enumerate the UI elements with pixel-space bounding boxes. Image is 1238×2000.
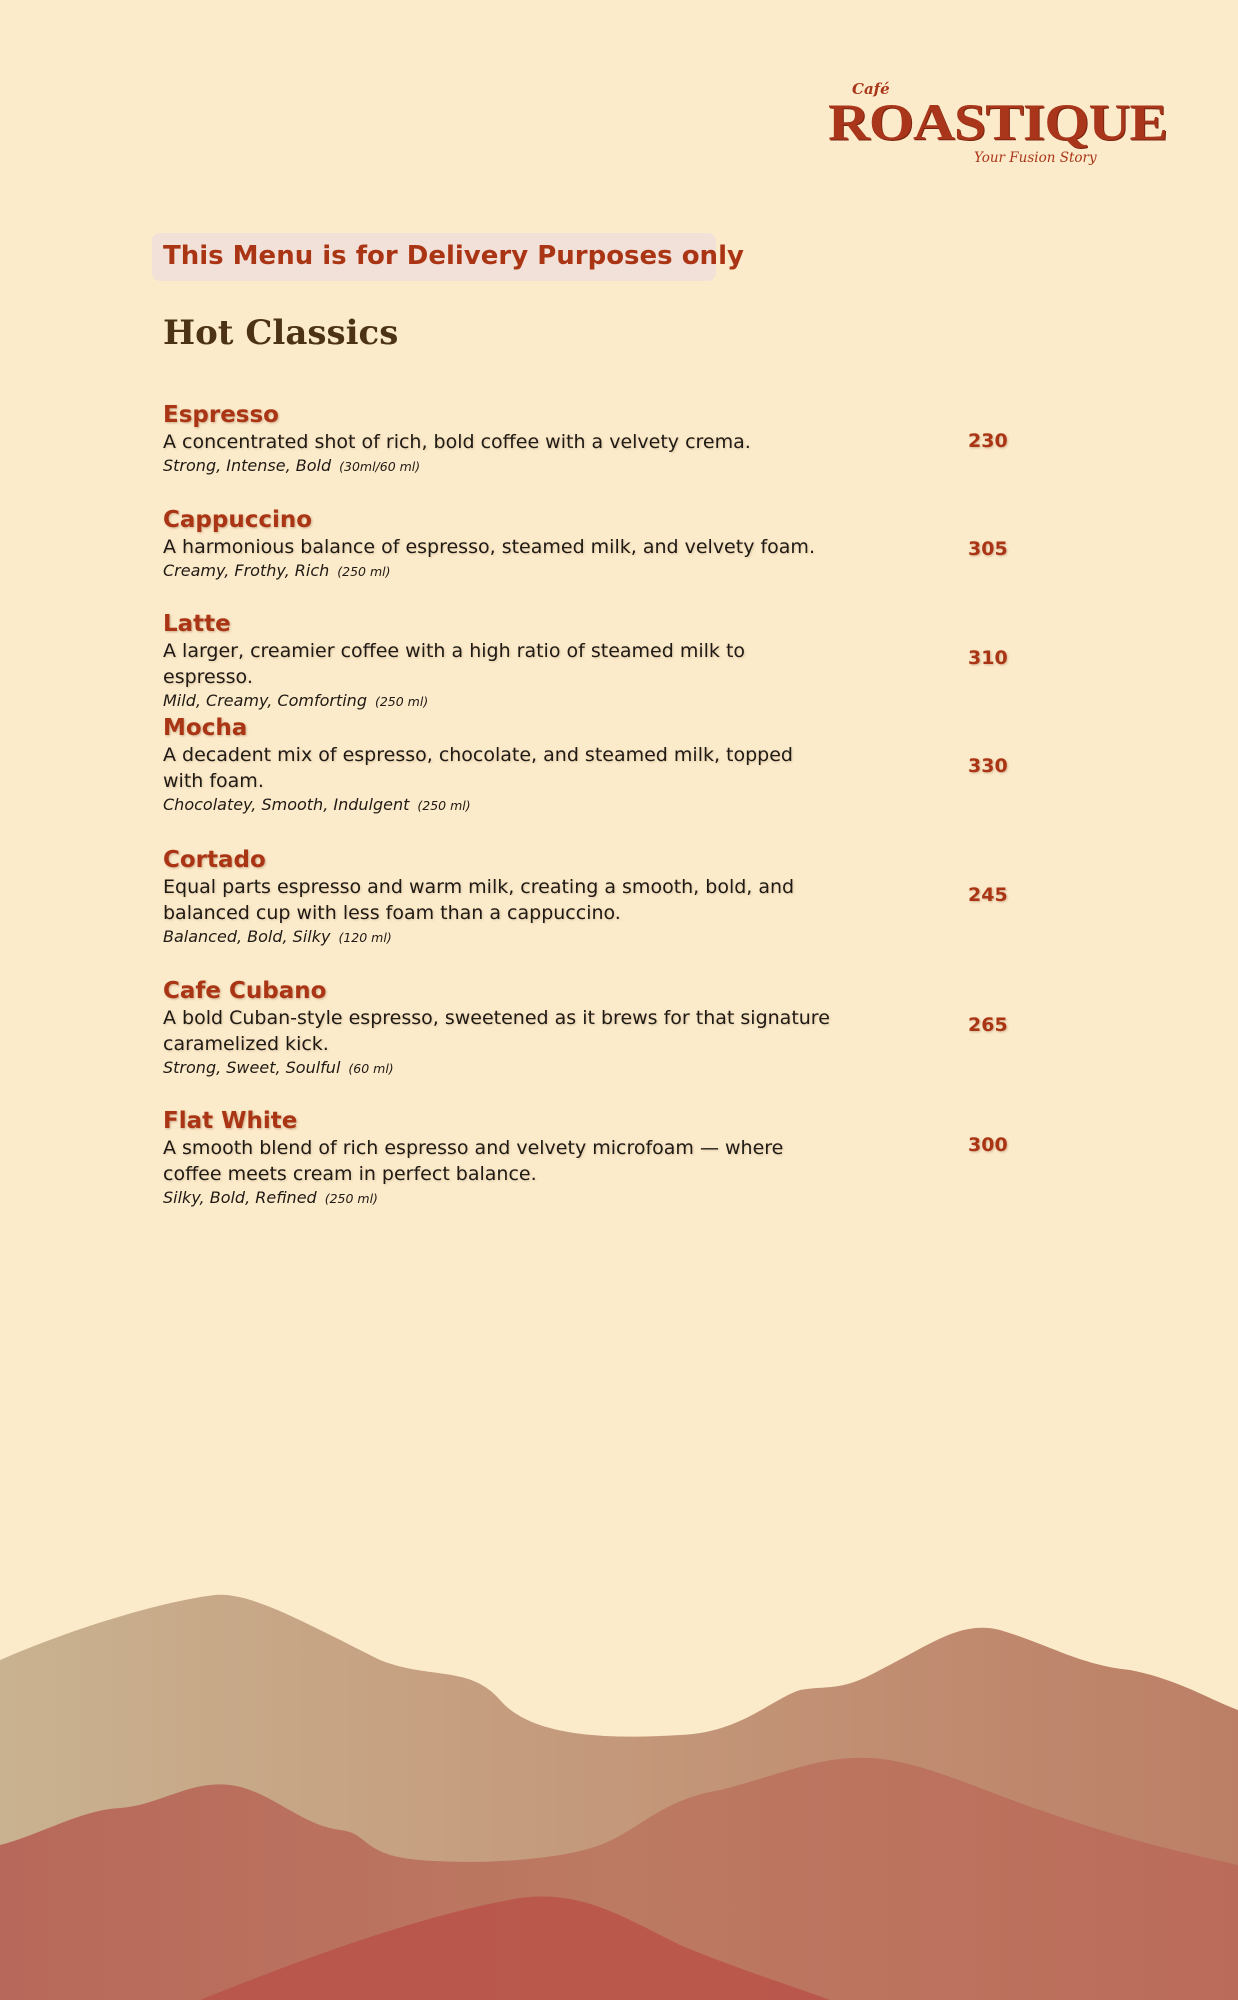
item-tasting-notes: Creamy, Frothy, Rich (163, 561, 330, 580)
section-title: Hot Classics (163, 313, 399, 353)
menu-item-latte (163, 610, 843, 712)
item-notes (163, 794, 843, 816)
item-size: (250 ml) (324, 1191, 378, 1206)
delivery-notice (152, 233, 744, 281)
item-size: (250 ml) (374, 694, 429, 709)
item-name: Cafe Cubano (163, 978, 327, 1004)
item-notes (163, 926, 843, 948)
item-name: Cortado (163, 847, 266, 873)
item-tasting-notes: Mild, Creamy, Comforting (163, 691, 367, 710)
item-size: (120 ml) (338, 930, 392, 945)
item-size: (250 ml) (337, 564, 391, 579)
item-name: Latte (163, 611, 231, 637)
item-description: A harmonious balance of espresso, steamed milk, and velvety foam. (163, 536, 815, 558)
item-price: 265 (968, 1014, 1008, 1036)
item-name: Flat White (163, 1108, 298, 1134)
item-description: A larger, creamier coffee with a high ratio of steamed milk to espresso. (163, 640, 746, 688)
decorative-hills (0, 1580, 1238, 2000)
brand-logo (828, 78, 1168, 174)
item-tasting-notes: Silky, Bold, Refined (163, 1188, 317, 1207)
item-name: Espresso (163, 402, 279, 428)
menu-item-cortado (163, 846, 843, 948)
item-price: 330 (968, 755, 1008, 777)
item-tasting-notes: Balanced, Bold, Silky (163, 927, 331, 946)
item-description: A decadent mix of espresso, chocolate, and steamed milk, topped with foam. (163, 744, 793, 792)
item-description: A bold Cuban-style espresso, sweetened as it brews for that signature caramelized kick. (163, 1007, 830, 1055)
delivery-notice-text: This Menu is for Delivery Purposes only (163, 241, 744, 271)
menu-item-cafe-cubano (163, 977, 843, 1079)
menu-item-flat-white (163, 1107, 843, 1209)
item-name: Cappuccino (163, 507, 313, 533)
item-notes (163, 690, 843, 712)
item-price: 310 (968, 647, 1008, 669)
logo-cafe-text: Café (852, 80, 890, 98)
item-price: 305 (968, 538, 1008, 560)
item-tasting-notes: Strong, Intense, Bold (163, 456, 332, 475)
item-price: 300 (968, 1134, 1008, 1156)
menu-item-mocha (163, 714, 843, 816)
item-description: A concentrated shot of rich, bold coffee with a velvety crema. (163, 431, 751, 453)
item-notes (163, 455, 843, 477)
logo-brand-name: ROASTIQUE (828, 92, 1168, 152)
item-notes (163, 1057, 843, 1079)
menu-item-cappuccino (163, 506, 843, 582)
logo-tagline: Your Fusion Story (974, 150, 1097, 166)
item-tasting-notes: Strong, Sweet, Soulful (163, 1058, 341, 1077)
item-size: (60 ml) (348, 1061, 394, 1076)
item-name: Mocha (163, 715, 248, 741)
item-tasting-notes: Chocolatey, Smooth, Indulgent (163, 795, 410, 814)
item-description: Equal parts espresso and warm milk, creating a smooth, bold, and balanced cup with less foam than a cappuccino. (163, 876, 795, 924)
item-description: A smooth blend of rich espresso and velvety microfoam — where coffee meets cream in perfect balance. (163, 1137, 784, 1185)
item-notes (163, 1187, 843, 1209)
menu-item-espresso (163, 401, 843, 477)
item-price: 230 (968, 430, 1008, 452)
item-size: (30ml/60 ml) (339, 459, 421, 474)
item-notes (163, 560, 843, 582)
item-size: (250 ml) (417, 798, 471, 813)
item-price: 245 (968, 884, 1008, 906)
